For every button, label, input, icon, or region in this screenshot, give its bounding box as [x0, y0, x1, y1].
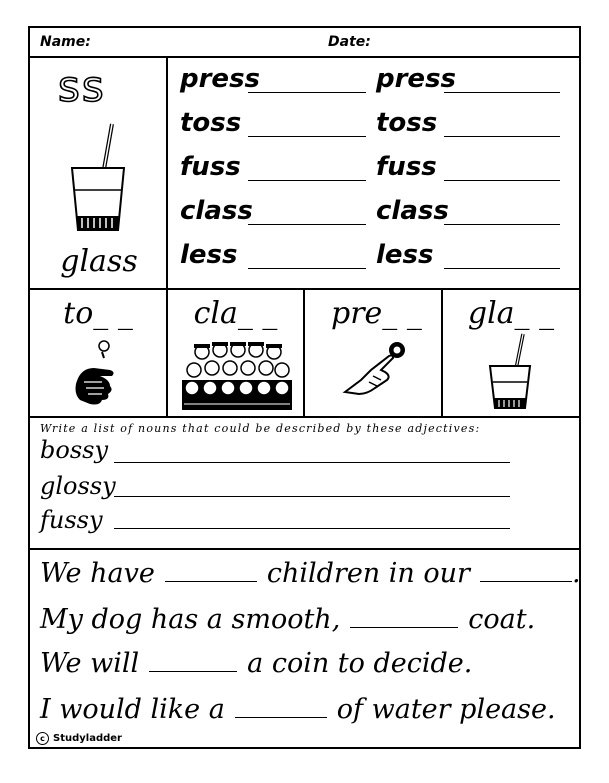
word-right-5: less [376, 240, 434, 270]
sentence-3 [40, 648, 472, 679]
date-label: Date: [328, 34, 371, 50]
write-line[interactable] [114, 528, 510, 529]
fragment-text: pre_ _ [331, 296, 422, 331]
word-left-5: less [180, 240, 238, 270]
write-line[interactable] [444, 180, 560, 181]
fragment-row [30, 290, 579, 418]
glass-icon [487, 332, 533, 412]
copyright-footer [36, 732, 122, 745]
adjectives-section [30, 418, 579, 550]
button-press-icon [341, 340, 415, 398]
header-row [30, 28, 579, 58]
fragment-cell-press [305, 290, 443, 416]
picture-word: glass [60, 244, 138, 279]
sentence-text: We will [40, 648, 140, 679]
word-left-1: press [180, 64, 261, 94]
write-line[interactable] [444, 92, 560, 93]
sentence-text: children in our [266, 558, 470, 589]
copyright-icon: c [36, 732, 49, 745]
fragment-text: cla_ _ [193, 296, 278, 331]
write-line[interactable] [248, 180, 366, 181]
fragment-cell-glass [443, 290, 579, 416]
write-line[interactable] [248, 268, 366, 269]
word-left-3: fuss [180, 152, 241, 182]
word-right-2: toss [376, 108, 438, 138]
write-line[interactable] [444, 224, 560, 225]
fragment-text: to_ _ [63, 296, 133, 331]
write-line[interactable] [444, 268, 560, 269]
write-line[interactable] [114, 462, 510, 463]
fragment-cell-toss [30, 290, 168, 416]
word-right-1: press [376, 64, 457, 94]
sentence-text: . [571, 558, 581, 589]
worksheet [28, 26, 581, 749]
adjective-word: bossy [40, 436, 109, 464]
adjective-word: fussy [40, 506, 103, 534]
sentence-2 [40, 604, 535, 635]
instruction-text: Write a list of nouns that could be described by these adjectives: [40, 422, 481, 435]
fill-blank[interactable] [149, 670, 237, 672]
glass-icon [68, 122, 128, 234]
fragment-cell-class [168, 290, 305, 416]
sentence-text: of water please. [336, 694, 556, 725]
fragment-text: gla_ _ [467, 296, 555, 331]
sentence-1 [40, 558, 581, 589]
sentence-text: I would like a [40, 694, 225, 725]
fill-blank[interactable] [480, 580, 572, 582]
fill-blank[interactable] [350, 626, 458, 628]
sentence-text: We have [40, 558, 155, 589]
copyright-text: Studyladder [53, 733, 122, 744]
write-line[interactable] [114, 496, 510, 497]
sentence-text: My dog has a smooth, [40, 604, 341, 635]
focus-cell [30, 58, 168, 288]
word-right-3: fuss [376, 152, 437, 182]
sentence-text: coat. [468, 604, 536, 635]
spelling-section [30, 58, 579, 290]
write-line[interactable] [248, 92, 366, 93]
write-line[interactable] [248, 136, 366, 137]
fill-blank[interactable] [165, 580, 257, 582]
class-group-icon [180, 340, 294, 412]
write-line[interactable] [248, 224, 366, 225]
fill-blank[interactable] [235, 716, 327, 718]
coin-toss-icon [70, 338, 130, 410]
sentence-text: a coin to decide. [247, 648, 473, 679]
word-right-4: class [376, 196, 449, 226]
sentence-4 [40, 694, 556, 725]
write-line[interactable] [444, 136, 560, 137]
name-label: Name: [40, 34, 91, 50]
adjective-word: glossy [40, 472, 116, 500]
sentences-section [30, 550, 579, 751]
word-left-2: toss [180, 108, 242, 138]
word-left-4: class [180, 196, 253, 226]
focus-letters: ss [58, 62, 106, 111]
